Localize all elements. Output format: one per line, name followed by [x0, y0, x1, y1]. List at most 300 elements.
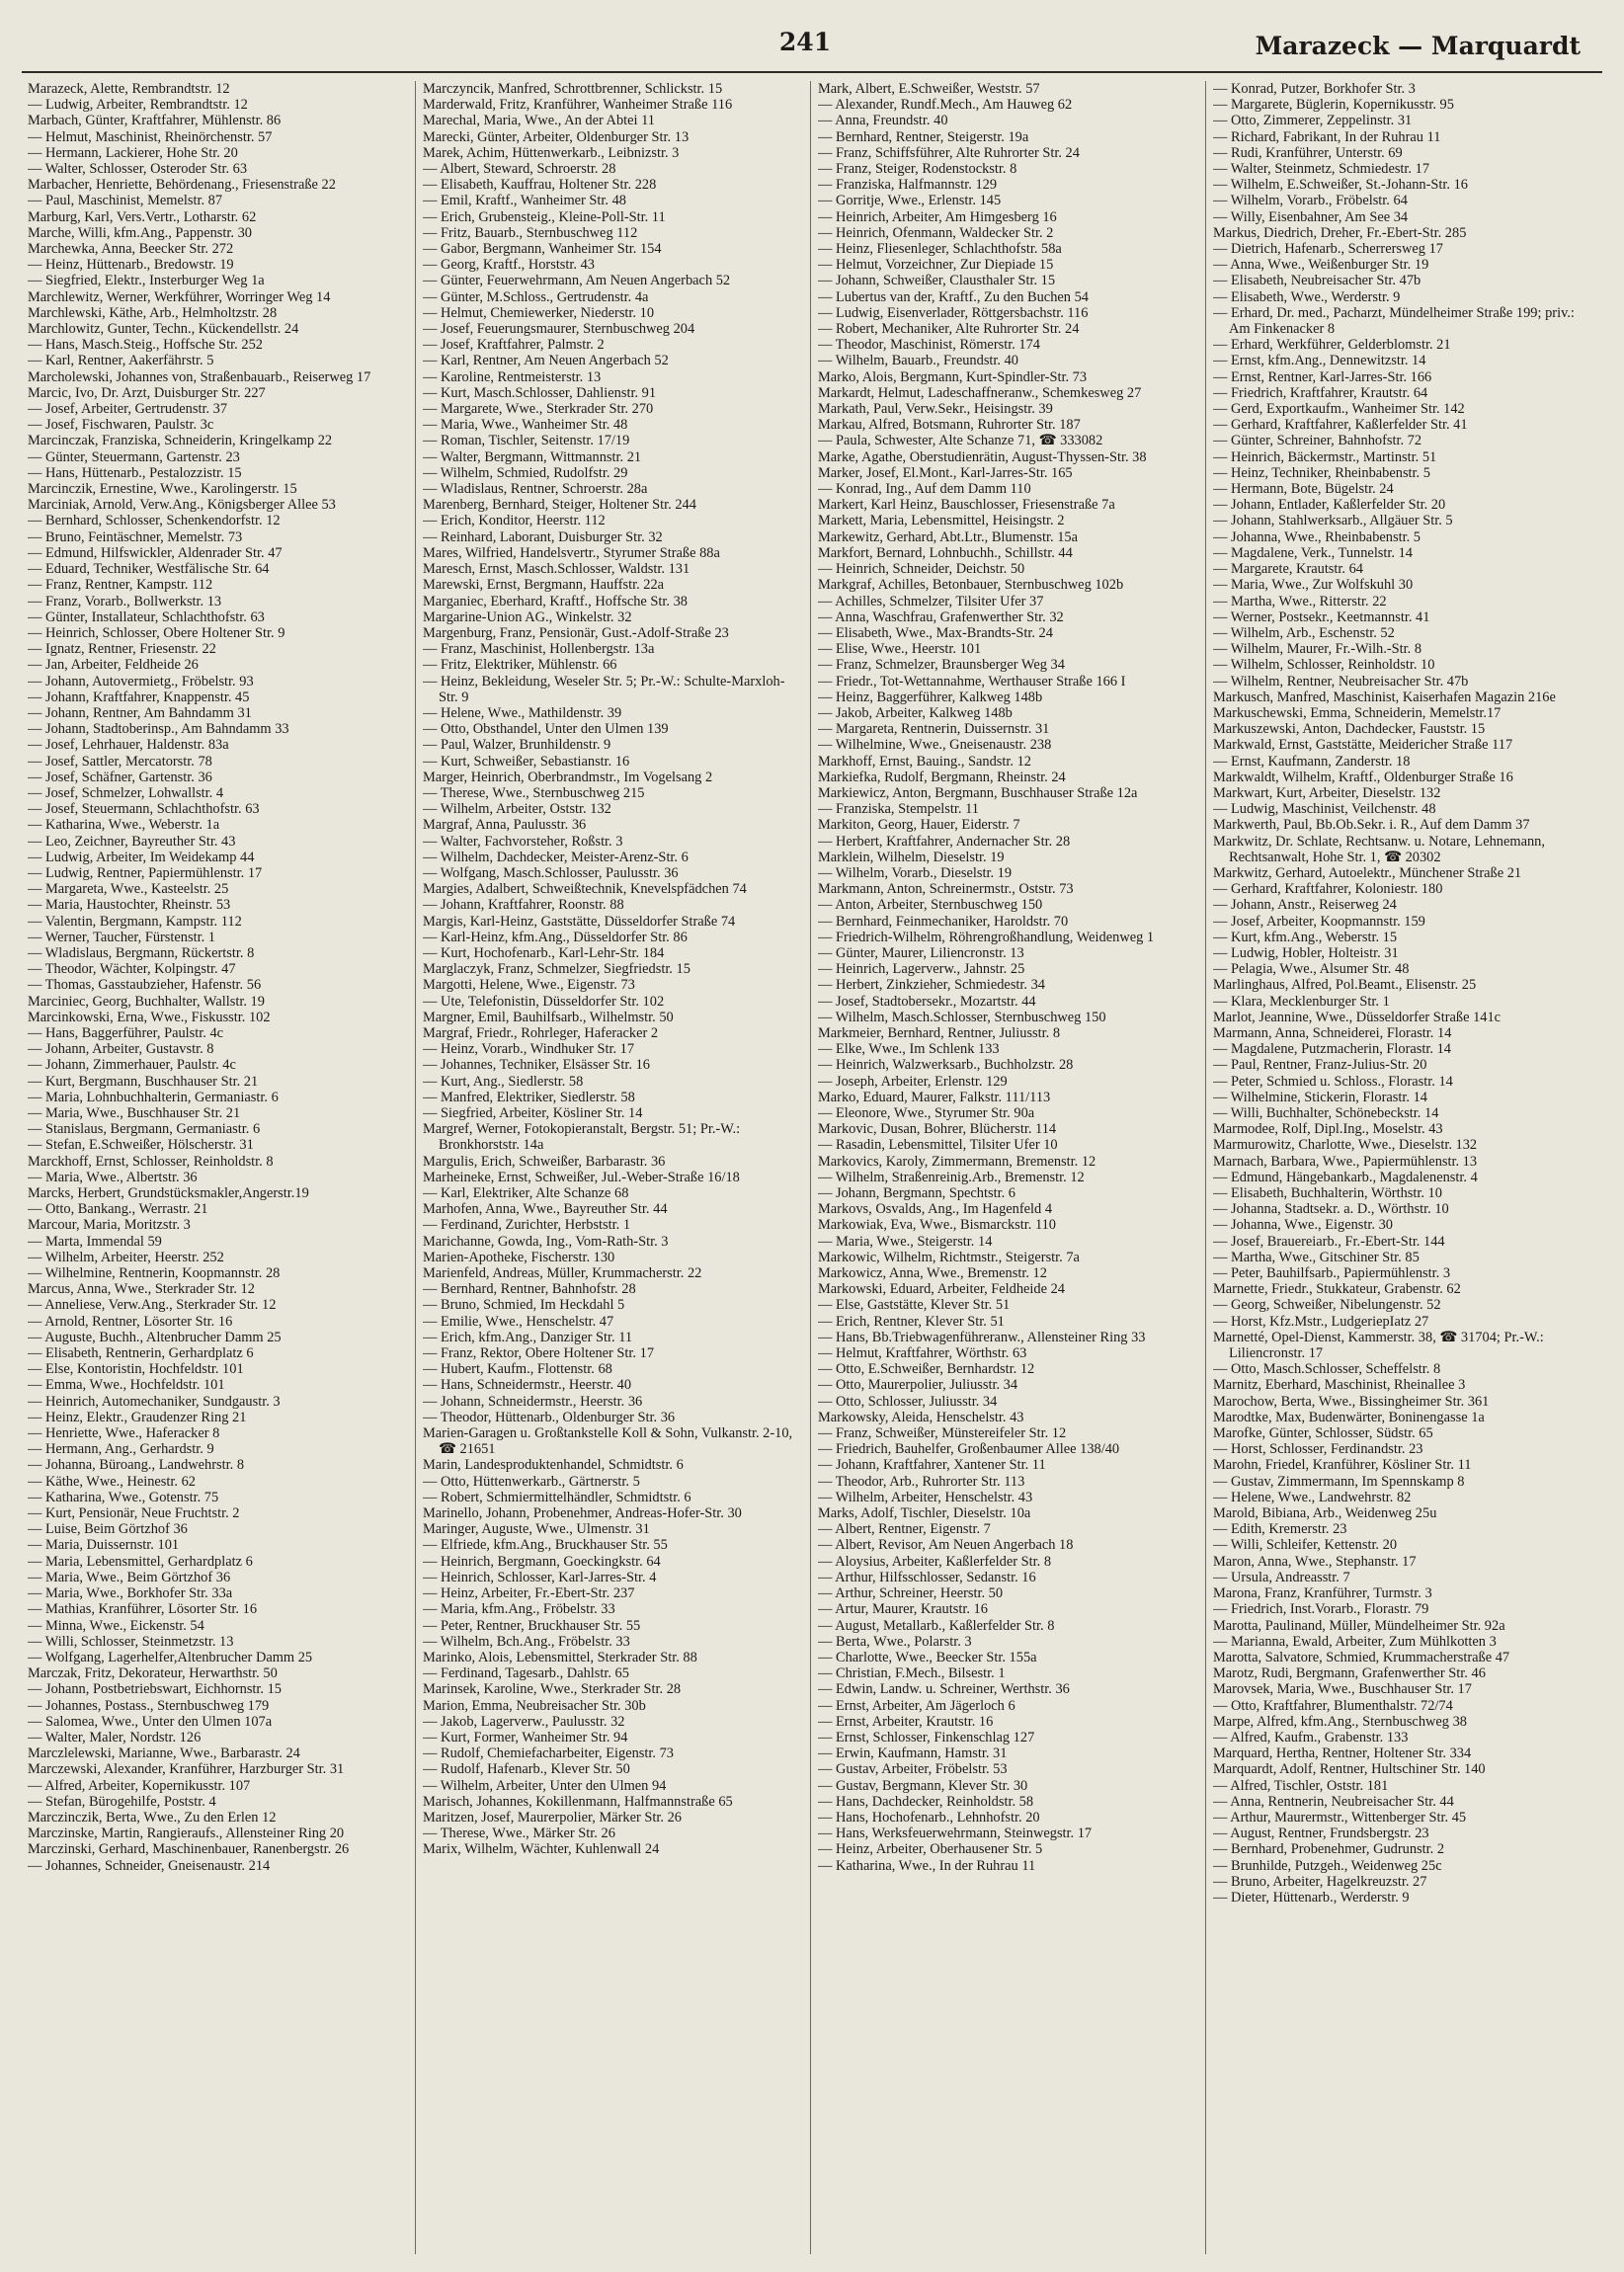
- directory-entry: — Franz, Schiffsführer, Alte Ruhrorter Str. 24: [818, 144, 1080, 161]
- directory-entry: — Hans, Werksfeuerwehrmann, Steinwegstr. 17: [818, 1826, 1093, 1842]
- directory-entry: — Henriette, Wwe., Haferacker 8: [28, 1425, 220, 1442]
- directory-entry: Marien-Apotheke, Fischerstr. 130: [423, 1249, 615, 1265]
- directory-entry: — Friedr., Tot-Wettannahme, Werthauser Straße 166 I: [818, 673, 1126, 690]
- directory-entry: — Maria, Lebensmittel, Gerhardplatz 6: [28, 1553, 253, 1570]
- directory-entry: — Maria, Wwe., Borkhofer Str. 33a: [28, 1585, 233, 1602]
- directory-entry: Marinko, Alois, Lebensmittel, Sterkrader Str. 88: [423, 1649, 697, 1665]
- directory-entry: — Hans, Masch.Steig., Hoffsche Str. 252: [28, 337, 263, 354]
- directory-entry: — Johannes, Postass., Sternbuschweg 179: [28, 1697, 270, 1714]
- directory-entry: — Johann, Schneidermstr., Heerstr. 36: [423, 1393, 643, 1410]
- directory-entry: — Heinz, Baggerführer, Kalkweg 148b: [818, 689, 1043, 705]
- directory-entry: — Friedrich, Kraftfahrer, Krautstr. 64: [1213, 384, 1428, 401]
- directory-entry: — Erich, Grubensteig., Kleine-Poll-Str. 11: [423, 208, 666, 225]
- directory-entry: Margraf, Friedr., Rohrleger, Haferacker 2: [423, 1024, 659, 1041]
- directory-entry: — Wilhelm, Arb., Eschenstr. 52: [1213, 624, 1395, 641]
- directory-entry: — Albert, Steward, Schroerstr. 28: [423, 161, 616, 178]
- directory-entry: — Margarete, Wwe., Sterkrader Str. 270: [423, 401, 654, 418]
- directory-entry: — Walter, Fachvorsteher, Roßstr. 3: [423, 833, 623, 850]
- directory-entry: Marovsek, Maria, Wwe., Buschhauser Str. 17: [1213, 1681, 1472, 1698]
- directory-entry: — Anton, Arbeiter, Sternbuschweg 150: [818, 897, 1043, 914]
- directory-entry: Marochow, Berta, Wwe., Bissingheimer Str. 361: [1213, 1393, 1490, 1410]
- directory-entry: — Johanna, Wwe., Eigenstr. 30: [1213, 1217, 1393, 1234]
- directory-entry: Markus, Diedrich, Dreher, Fr.-Ebert-Str. 285: [1213, 224, 1467, 241]
- directory-entry: — Wilhelm, Arbeiter, Unter den Ulmen 94: [423, 1777, 667, 1794]
- directory-entry: Marlot, Jeannine, Wwe., Düsseldorfer Straße 141c: [1213, 1009, 1502, 1025]
- column-4: [1213, 81, 1594, 2254]
- directory-entry: Marker, Josef, El.Mont., Karl-Jarres-Str. 165: [818, 464, 1073, 481]
- directory-entry: — Bernhard, Feinmechaniker, Haroldstr. 70: [818, 913, 1069, 930]
- directory-entry: — Johannes, Techniker, Elsässer Str. 16: [423, 1057, 650, 1074]
- directory-entry: — Wilhelmine, Wwe., Gneisenaustr. 238: [818, 737, 1052, 754]
- directory-entry: Marmodee, Rolf, Dipl.Ing., Moselstr. 43: [1213, 1121, 1443, 1138]
- directory-entry: Markwaldt, Wilhelm, Kraftf., Oldenburger Straße 16: [1213, 769, 1513, 785]
- directory-entry: — Wladislaus, Rentner, Schroerstr. 28a: [423, 481, 648, 498]
- directory-entry: — Heinrich, Schlosser, Karl-Jarres-Str. 4: [423, 1569, 657, 1585]
- directory-entry: Mark, Albert, E.Schweißer, Weststr. 57: [818, 81, 1040, 97]
- directory-entry: — Walter, Steinmetz, Schmiedestr. 17: [1213, 161, 1430, 178]
- directory-entry: — Heinrich, Bergmann, Goeckingkstr. 64: [423, 1553, 661, 1570]
- directory-entry: — Karl, Elektriker, Alte Schanze 68: [423, 1185, 629, 1202]
- directory-entry: Marko, Alois, Bergmann, Kurt-Spindler-Str. 73: [818, 368, 1088, 385]
- directory-entry: — Eleonore, Wwe., Styrumer Str. 90a: [818, 1105, 1035, 1121]
- directory-entry: Marmurowitz, Charlotte, Wwe., Dieselstr. 132: [1213, 1137, 1478, 1154]
- directory-entry: — Johann, Bergmann, Spechtstr. 6: [818, 1185, 1015, 1202]
- column-divider: [810, 81, 811, 2254]
- directory-entry: Marckhoff, Ernst, Schlosser, Reinholdstr. 8: [28, 1153, 274, 1170]
- directory-entry: — Ferdinand, Zurichter, Herbststr. 1: [423, 1217, 631, 1234]
- directory-entry: — Franz, Schmelzer, Braunsberger Weg 34: [818, 657, 1065, 674]
- directory-entry: — Kurt, Ang., Siedlerstr. 58: [423, 1073, 584, 1090]
- directory-entry: Markmeier, Bernhard, Rentner, Juliusstr. 8: [818, 1024, 1061, 1041]
- directory-entry: — Johannes, Schneider, Gneisenaustr. 214: [28, 1857, 271, 1874]
- directory-entry: — Helmut, Chemiewerker, Niederstr. 10: [423, 304, 655, 321]
- directory-entry: — August, Rentner, Frundsbergstr. 23: [1213, 1826, 1429, 1842]
- directory-entry: — Stefan, E.Schweißer, Hölscherstr. 31: [28, 1137, 254, 1154]
- directory-entry: — Josef, Lehrhauer, Haldenstr. 83a: [28, 737, 229, 754]
- directory-entry: Marienfeld, Andreas, Müller, Krummacherstr. 22: [423, 1265, 702, 1282]
- directory-entry: — Helmut, Kraftfahrer, Wörthstr. 63: [818, 1345, 1027, 1362]
- directory-entry: — Hans, Hochofenarb., Lehnhofstr. 20: [818, 1809, 1040, 1826]
- directory-entry: Maringer, Auguste, Wwe., Ulmenstr. 31: [423, 1521, 650, 1538]
- directory-entry: — Otto, Maurerpolier, Juliusstr. 34: [818, 1377, 1018, 1394]
- directory-entry: — Ursula, Andreasstr. 7: [1213, 1569, 1350, 1585]
- directory-entry: Markfort, Bernard, Lohnbuchh., Schillstr. 44: [818, 544, 1073, 561]
- directory-entry: — Gustav, Bergmann, Klever Str. 30: [818, 1777, 1028, 1794]
- directory-entry: Marodtke, Max, Budenwärter, Boninengasse 1a: [1213, 1409, 1485, 1425]
- directory-entry: — Wilhelm, Schlosser, Reinholdstr. 10: [1213, 657, 1435, 674]
- directory-entry: — Albert, Rentner, Eigenstr. 7: [818, 1521, 991, 1538]
- directory-entry: — Aloysius, Arbeiter, Kaßlerfelder Str. 8: [818, 1553, 1052, 1570]
- directory-entry: — Wolfgang, Masch.Schlosser, Paulusstr. 36: [423, 864, 679, 881]
- directory-entry: — Katharina, Wwe., Gotenstr. 75: [28, 1489, 219, 1505]
- directory-entry: — Emil, Kraftf., Wanheimer Str. 48: [423, 193, 626, 209]
- directory-entry: — Otto, Obsthandel, Unter den Ulmen 139: [423, 721, 669, 738]
- directory-entry: — Maria, Lohnbuchhalterin, Germaniastr. 6: [28, 1089, 279, 1105]
- directory-entry: Marin, Landesproduktenhandel, Schmidtstr. 6: [423, 1457, 684, 1474]
- directory-entry: — Heinrich, Schlosser, Obere Holtener Str. 9: [28, 624, 285, 641]
- directory-entry: Markusch, Manfred, Maschinist, Kaiserhafen Magazin 216e: [1213, 689, 1556, 705]
- directory-entry: — Kurt, kfm.Ang., Weberstr. 15: [1213, 929, 1398, 945]
- directory-entry: — Hans, Dachdecker, Reinholdstr. 58: [818, 1793, 1034, 1810]
- directory-entry: Markiewicz, Anton, Bergmann, Buschhauser Straße 12a: [818, 784, 1138, 801]
- directory-entry: Margis, Karl-Heinz, Gaststätte, Düsseldorfer Straße 74: [423, 913, 736, 930]
- directory-entry: — Josef, Arbeiter, Koopmannstr. 159: [1213, 913, 1425, 930]
- directory-entry: — Otto, Kraftfahrer, Blumenthalstr. 72/74: [1213, 1697, 1453, 1714]
- directory-entry: Marger, Heinrich, Oberbrandmstr., Im Vogelsang 2: [423, 769, 713, 785]
- directory-entry: — Marta, Immendal 59: [28, 1233, 162, 1250]
- directory-entry: — Bernhard, Rentner, Steigerstr. 19a: [818, 128, 1029, 145]
- directory-entry: — Karl, Rentner, Aakerfährstr. 5: [28, 353, 214, 369]
- directory-entry: — Johann, Arbeiter, Gustavstr. 8: [28, 1041, 214, 1058]
- directory-entry: Marnitz, Eberhard, Maschinist, Rheinallee 3: [1213, 1377, 1466, 1394]
- directory-entry: — Bruno, Schmied, Im Heckdahl 5: [423, 1297, 625, 1314]
- directory-entry: — Stefan, Bürogehilfe, Poststr. 4: [28, 1793, 216, 1810]
- directory-entry: Marnetté, Opel-Dienst, Kammerstr. 38, ☎ 31704; Pr.-W.: Liliencronstr. 17: [1213, 1329, 1544, 1362]
- directory-entry: — Bernhard, Probenehmer, Gudrunstr. 2: [1213, 1841, 1445, 1858]
- directory-entry: — Johanna, Stadtsekr. a. D., Wörthstr. 10: [1213, 1201, 1449, 1218]
- directory-entry: Marczak, Fritz, Dekorateur, Herwarthstr. 50: [28, 1665, 278, 1682]
- directory-entry: — Wilhelm, Rentner, Neubreisacher Str. 47b: [1213, 673, 1469, 690]
- directory-entry: — Wilhelm, Vorarb., Dieselstr. 19: [818, 864, 1013, 881]
- directory-entry: — Richard, Fabrikant, In der Ruhrau 11: [1213, 128, 1441, 145]
- directory-entry: — Walter, Bergmann, Wittmannstr. 21: [423, 448, 642, 465]
- directory-entry: — Franz, Vorarb., Bollwerkstr. 13: [28, 593, 222, 609]
- directory-entry: — Johann, Kraftfahrer, Roonstr. 88: [423, 897, 624, 914]
- directory-entry: — Siegfried, Elektr., Insterburger Weg 1a: [28, 273, 265, 289]
- directory-entry: — Anna, Rentnerin, Neubreisacher Str. 44: [1213, 1793, 1454, 1810]
- directory-entry: — Helene, Wwe., Mathildenstr. 39: [423, 704, 622, 721]
- directory-entry: Marona, Franz, Kranführer, Turmstr. 3: [1213, 1585, 1432, 1602]
- directory-entry: — Franz, Maschinist, Hollenbergstr. 13a: [423, 641, 655, 658]
- directory-entry: — Maria, Wwe., Wanheimer Str. 48: [423, 417, 628, 434]
- directory-entry: — Ernst, Arbeiter, Krautstr. 16: [818, 1713, 994, 1730]
- directory-entry: — Heinrich, Lagerverw., Jahnstr. 25: [818, 961, 1025, 978]
- directory-entry: Markmann, Anton, Schreinermstr., Oststr. 73: [818, 881, 1074, 898]
- directory-entry: — Heinrich, Schneider, Deichstr. 50: [818, 561, 1025, 578]
- directory-entry: Markowicz, Anna, Wwe., Bremenstr. 12: [818, 1265, 1047, 1282]
- directory-entry: Marcour, Maria, Moritzstr. 3: [28, 1217, 191, 1234]
- directory-entry: Marke, Agathe, Oberstudienrätin, August-Thyssen-Str. 38: [818, 448, 1147, 465]
- directory-entry: — Josef, Schäfner, Gartenstr. 36: [28, 769, 212, 785]
- directory-entry: — Magdalene, Putzmacherin, Florastr. 14: [1213, 1041, 1451, 1058]
- directory-entry: — Heinz, Arbeiter, Fr.-Ebert-Str. 237: [423, 1585, 635, 1602]
- directory-entry: — Helmut, Vorzeichner, Zur Diepiade 15: [818, 257, 1054, 274]
- directory-entry: — Else, Gaststätte, Klever Str. 51: [818, 1297, 1011, 1314]
- directory-entry: — Thomas, Gasstaubzieher, Hafenstr. 56: [28, 977, 262, 994]
- directory-entry: — Hans, Hüttenarb., Pestalozzistr. 15: [28, 464, 242, 481]
- directory-entry: — Peter, Bauhilfsarb., Papiermühlenstr. 3: [1213, 1265, 1451, 1282]
- directory-entry: Markiefka, Rudolf, Bergmann, Rheinstr. 24: [818, 769, 1066, 785]
- directory-entry: Markovic, Dusan, Bohrer, Blücherstr. 114: [818, 1121, 1057, 1138]
- directory-entry: — Maria, Haustochter, Rheinstr. 53: [28, 897, 231, 914]
- directory-entry: Marcks, Herbert, Grundstücksmakler,Angerstr.19: [28, 1185, 309, 1202]
- directory-entry: — Theodor, Wächter, Kolpingstr. 47: [28, 961, 236, 978]
- column-1: [28, 81, 409, 2254]
- directory-entry: — Josef, Sattler, Mercatorstr. 78: [28, 753, 212, 770]
- directory-entry: Markgraf, Achilles, Betonbauer, Sternbuschweg 102b: [818, 577, 1124, 594]
- directory-entry: — Johann, Stahlwerksarb., Allgäuer Str. 5: [1213, 513, 1453, 529]
- directory-entry: Markowsky, Aleida, Henschelstr. 43: [818, 1409, 1024, 1425]
- directory-entry: Marecki, Günter, Arbeiter, Oldenburger Str. 13: [423, 128, 690, 145]
- directory-entry: — Jakob, Arbeiter, Kalkweg 148b: [818, 704, 1013, 721]
- directory-entry: — Ernst, Schlosser, Finkenschlag 127: [818, 1729, 1035, 1745]
- directory-entry: — Wilhelm, Masch.Schlosser, Sternbuschweg 150: [818, 1009, 1106, 1025]
- directory-entry: — Rasadin, Lebensmittel, Tilsiter Ufer 10: [818, 1137, 1058, 1154]
- directory-entry: — Klara, Mecklenburger Str. 1: [1213, 993, 1390, 1010]
- directory-entry: — Karl-Heinz, kfm.Ang., Düsseldorfer Str. 86: [423, 929, 688, 945]
- directory-entry: — Wilhelm, Bauarb., Freundstr. 40: [818, 353, 1018, 369]
- directory-entry: Marpe, Alfred, kfm.Ang., Sternbuschweg 38: [1213, 1713, 1467, 1730]
- directory-entry: — Heinrich, Arbeiter, Am Himgesberg 16: [818, 208, 1057, 225]
- directory-entry: — Wolfgang, Lagerhelfer,Altenbrucher Damm 25: [28, 1649, 313, 1665]
- directory-entry: — Peter, Rentner, Bruckhauser Str. 55: [423, 1617, 641, 1634]
- directory-entry: — Artur, Maurer, Krautstr. 16: [818, 1601, 988, 1618]
- directory-entry: Marche, Willi, kfm.Ang., Pappenstr. 30: [28, 224, 252, 241]
- directory-entry: — Günter, Installateur, Schlachthofstr. 63: [28, 609, 265, 625]
- directory-entry: — Horst, Schlosser, Ferdinandstr. 23: [1213, 1441, 1423, 1458]
- directory-entry: Margner, Emil, Bauhilfsarb., Wilhelmstr. 50: [423, 1009, 674, 1025]
- directory-entry: — Josef, Fischwaren, Paulstr. 3c: [28, 417, 214, 434]
- directory-entry: Markwerth, Paul, Bb.Ob.Sekr. i. R., Auf dem Damm 37: [1213, 817, 1530, 834]
- directory-entry: — Therese, Wwe., Sternbuschweg 215: [423, 784, 645, 801]
- directory-entry: — Johann, Schweißer, Clausthaler Str. 15: [818, 273, 1056, 289]
- directory-entry: — Emilie, Wwe., Henschelstr. 47: [423, 1313, 614, 1330]
- directory-entry: — Anna, Freundstr. 40: [818, 113, 948, 129]
- directory-entry: Margenburg, Franz, Pensionär, Gust.-Adolf-Straße 23: [423, 624, 729, 641]
- directory-entry: — Edith, Kremerstr. 23: [1213, 1521, 1347, 1538]
- directory-entry: — Siegfried, Arbeiter, Kösliner Str. 14: [423, 1105, 643, 1121]
- directory-entry: — Martha, Wwe., Ritterstr. 22: [1213, 593, 1387, 609]
- directory-entry: Marichanne, Gowda, Ing., Vom-Rath-Str. 3: [423, 1233, 669, 1250]
- directory-entry: — Elisabeth, Wwe., Werderstr. 9: [1213, 288, 1401, 305]
- directory-entry: Markowiak, Eva, Wwe., Bismarckstr. 110: [818, 1217, 1056, 1234]
- directory-entry: — Kurt, Masch.Schlosser, Dahlienstr. 91: [423, 384, 657, 401]
- directory-entry: Marechal, Maria, Wwe., An der Abtei 11: [423, 113, 655, 129]
- column-2: [423, 81, 804, 2254]
- directory-entry: — Alfred, Kaufm., Grabenstr. 133: [1213, 1729, 1409, 1745]
- directory-entry: — Josef, Brauereiarb., Fr.-Ebert-Str. 144: [1213, 1233, 1445, 1250]
- directory-entry: — Franziska, Halfmannstr. 129: [818, 177, 998, 194]
- directory-entry: — Gustav, Arbeiter, Fröbelstr. 53: [818, 1761, 1008, 1778]
- directory-entry: — Alexander, Rundf.Mech., Am Hauweg 62: [818, 97, 1073, 114]
- directory-entry: — Heinz, Techniker, Rheinbabenstr. 5: [1213, 464, 1430, 481]
- directory-entry: — Johann, Stadtoberinsp., Am Bahndamm 33: [28, 721, 289, 738]
- directory-entry: — Walter, Maler, Nordstr. 126: [28, 1729, 202, 1745]
- directory-entry: — Robert, Mechaniker, Alte Ruhrorter Str. 24: [818, 321, 1080, 338]
- directory-entry: — Anna, Wwe., Weißenburger Str. 19: [1213, 257, 1429, 274]
- directory-entry: — Willi, Schleifer, Kettenstr. 20: [1213, 1537, 1398, 1554]
- directory-entry: — Ernst, Arbeiter, Am Jägerloch 6: [818, 1697, 1015, 1714]
- directory-entry: — Paul, Walzer, Brunhildenstr. 9: [423, 737, 611, 754]
- directory-entry: Marcinkowski, Erna, Wwe., Fiskusstr. 102: [28, 1009, 271, 1025]
- directory-entry: — Heinrich, Walzwerksarb., Buchholzstr. 28: [818, 1057, 1074, 1074]
- directory-entry: — Johann, Kraftfahrer, Xantener Str. 11: [818, 1457, 1046, 1474]
- directory-entry: Markovs, Osvalds, Ang., Im Hagenfeld 4: [818, 1201, 1053, 1218]
- directory-entry: Markwald, Ernst, Gaststätte, Meidericher Straße 117: [1213, 737, 1513, 754]
- directory-entry: — Ferdinand, Tagesarb., Dahlstr. 65: [423, 1665, 629, 1682]
- directory-entry: — Rudolf, Hafenarb., Klever Str. 50: [423, 1761, 630, 1778]
- directory-entry: Maresch, Ernst, Masch.Schlosser, Waldstr. 131: [423, 561, 690, 578]
- directory-entry: Marchlewski, Käthe, Arb., Helmholtzstr. 28: [28, 304, 278, 321]
- directory-entry: Markwitz, Dr. Schlate, Rechtsanw. u. Notare, Lehnemann, Rechtsanwalt, Hohe Str. 1, ☎ 20302: [1213, 833, 1545, 865]
- directory-entry: Marczyncik, Manfred, Schrottbrenner, Schlickstr. 15: [423, 81, 723, 97]
- directory-entry: Marazeck, Alette, Rembrandtstr. 12: [28, 81, 230, 97]
- directory-entry: — Valentin, Bergmann, Kampstr. 112: [28, 913, 242, 930]
- directory-entry: — Bruno, Arbeiter, Hagelkreuzstr. 27: [1213, 1873, 1427, 1890]
- directory-entry: Marbacher, Henriette, Behördenang., Friesenstraße 22: [28, 177, 336, 194]
- directory-entry: — Magdalene, Verk., Tunnelstr. 14: [1213, 544, 1413, 561]
- directory-entry: Marenberg, Bernhard, Steiger, Holtener Str. 244: [423, 497, 696, 514]
- directory-entry: — Maria, Wwe., Albertstr. 36: [28, 1169, 198, 1185]
- directory-entry: Markovics, Karoly, Zimmermann, Bremenstr. 12: [818, 1153, 1096, 1170]
- directory-entry: Marquardt, Adolf, Rentner, Hultschiner Str. 140: [1213, 1761, 1486, 1778]
- directory-entry: — Ludwig, Hobler, Holteistr. 31: [1213, 944, 1399, 961]
- directory-entry: — Elisabeth, Rentnerin, Gerhardplatz 6: [28, 1345, 254, 1362]
- directory-entry: — Heinz, Hüttenarb., Bredowstr. 19: [28, 257, 234, 274]
- directory-entry: — Alfred, Tischler, Oststr. 181: [1213, 1777, 1389, 1794]
- directory-entry: Marczinski, Gerhard, Maschinenbauer, Ranenbergstr. 26: [28, 1841, 350, 1858]
- column-divider: [1205, 81, 1206, 2254]
- directory-entry: — Erhard, Werkführer, Gelderblomstr. 21: [1213, 337, 1451, 354]
- directory-entry: — Wilhelm, Arbeiter, Heerstr. 252: [28, 1249, 224, 1265]
- directory-entry: — Friedrich, Bauhelfer, Großenbaumer Allee 138/40: [818, 1441, 1120, 1458]
- directory-entry: — Karoline, Rentmeisterstr. 13: [423, 368, 602, 385]
- directory-entry: — Erich, Konditor, Heerstr. 112: [423, 513, 606, 529]
- directory-entry: — Kurt, Schweißer, Sebastianstr. 16: [423, 753, 630, 770]
- directory-entry: — Käthe, Wwe., Heinestr. 62: [28, 1473, 196, 1490]
- directory-entry: — Therese, Wwe., Märker Str. 26: [423, 1826, 615, 1842]
- page-number: 241: [778, 28, 832, 56]
- directory-entry: — Margarete, Büglerin, Kopernikusstr. 95: [1213, 97, 1454, 114]
- directory-entry: Maron, Anna, Wwe., Stephanstr. 17: [1213, 1553, 1417, 1570]
- directory-entry: — Willi, Buchhalter, Schönebeckstr. 14: [1213, 1105, 1439, 1121]
- directory-entry: Marganiec, Eberhard, Kraftf., Hoffsche Str. 38: [423, 593, 689, 609]
- directory-entry: — Johann, Autovermietg., Fröbelstr. 93: [28, 673, 254, 690]
- directory-entry: — Heinz, Vorarb., Windhuker Str. 17: [423, 1041, 635, 1058]
- directory-entry: — Brunhilde, Putzgeh., Weidenweg 25c: [1213, 1857, 1442, 1874]
- directory-entry: — Auguste, Buchh., Altenbrucher Damm 25: [28, 1329, 282, 1345]
- directory-entry: Marinello, Johann, Probenehmer, Andreas-Hofer-Str. 30: [423, 1505, 742, 1522]
- directory-entry: — Achilles, Schmelzer, Tilsiter Ufer 37: [818, 593, 1044, 609]
- directory-entry: — Robert, Schmiermittelhändler, Schmidtstr. 6: [423, 1489, 691, 1505]
- directory-entry: — Bernhard, Schlosser, Schenkendorfstr. 12: [28, 513, 281, 529]
- directory-entry: — Ludwig, Maschinist, Veilchenstr. 48: [1213, 801, 1436, 818]
- directory-entry: Marciniec, Georg, Buchhalter, Wallstr. 19: [28, 993, 265, 1010]
- directory-entry: Marchewka, Anna, Beecker Str. 272: [28, 241, 234, 258]
- directory-entry: — Charlotte, Wwe., Beecker Str. 155a: [818, 1649, 1037, 1665]
- directory-entry: — Herbert, Kraftfahrer, Andernacher Str. 28: [818, 833, 1071, 850]
- directory-entry: — Johann, Entlader, Kaßlerfelder Str. 20: [1213, 497, 1446, 514]
- directory-entry: — Martha, Wwe., Gitschiner Str. 85: [1213, 1249, 1420, 1265]
- directory-entry: — Konrad, Putzer, Borkhofer Str. 3: [1213, 81, 1416, 97]
- directory-entry: Markowic, Wilhelm, Richtmstr., Steigerstr. 7a: [818, 1249, 1080, 1265]
- directory-entry: — Leo, Zeichner, Bayreuther Str. 43: [28, 833, 236, 850]
- directory-entry: — Bernhard, Rentner, Bahnhofstr. 28: [423, 1281, 636, 1298]
- directory-entry: — Heinz, Fliesenleger, Schlachthofstr. 58a: [818, 241, 1062, 258]
- directory-entry: — Margarete, Krautstr. 64: [1213, 561, 1363, 578]
- directory-entry: — Maria, Duissernstr. 101: [28, 1537, 180, 1554]
- directory-entry: Markowski, Eduard, Arbeiter, Feldheide 24: [818, 1281, 1066, 1298]
- directory-entry: — Elisabeth, Kauffrau, Holtener Str. 228: [423, 177, 657, 194]
- directory-entry: — Elisabeth, Neubreisacher Str. 47b: [1213, 273, 1421, 289]
- directory-entry: — Gerhard, Kraftfahrer, Kaßlerfelder Str. 41: [1213, 417, 1468, 434]
- directory-entry: — Stanislaus, Bergmann, Germaniastr. 6: [28, 1121, 261, 1138]
- directory-entry: — Otto, Schlosser, Juliusstr. 34: [818, 1393, 998, 1410]
- directory-entry: — Hans, Bb.Triebwagenführeranw., Allensteiner Ring 33: [818, 1329, 1146, 1345]
- directory-entry: — Willi, Schlosser, Steinmetzstr. 13: [28, 1633, 234, 1650]
- directory-entry: Marmann, Anna, Schneiderei, Florastr. 14: [1213, 1024, 1452, 1041]
- directory-entry: — Else, Kontoristin, Hochfeldstr. 101: [28, 1361, 244, 1378]
- directory-entry: Marko, Eduard, Maurer, Falkstr. 111/113: [818, 1089, 1051, 1105]
- directory-entry: — Wladislaus, Bergmann, Rückertstr. 8: [28, 944, 255, 961]
- directory-entry: — Ludwig, Eisenverlader, Röttgersbachstr. 116: [818, 304, 1089, 321]
- directory-entry: Marion, Emma, Neubreisacher Str. 30b: [423, 1697, 646, 1714]
- directory-entry: — Hans, Schneidermstr., Heerstr. 40: [423, 1377, 632, 1394]
- directory-entry: — Maria, Wwe., Steigerstr. 14: [818, 1233, 993, 1250]
- directory-entry: — Elise, Wwe., Heerstr. 101: [818, 641, 982, 658]
- directory-entry: Markuschewski, Emma, Schneiderin, Memelstr.17: [1213, 704, 1502, 721]
- directory-entry: Marchlewitz, Werner, Werkführer, Worringer Weg 14: [28, 288, 331, 305]
- running-head: Marazeck — Marquardt: [1255, 32, 1581, 60]
- directory-entry: — Franz, Schweißer, Münstereifeler Str. 12: [818, 1425, 1067, 1442]
- directory-entry: Marczinczik, Berta, Wwe., Zu den Erlen 12: [28, 1809, 277, 1826]
- column-3: [818, 81, 1199, 2254]
- directory-entry: — Edmund, Hilfswickler, Aldenrader Str. 47: [28, 544, 283, 561]
- directory-entry: Marnette, Friedr., Stukkateur, Grabenstr. 62: [1213, 1281, 1461, 1298]
- directory-entry: Marciniak, Arnold, Verw.Ang., Königsberger Allee 53: [28, 497, 336, 514]
- directory-entry: Marczlelewski, Marianne, Wwe., Barbarastr. 24: [28, 1745, 300, 1762]
- directory-entry: — Arthur, Schreiner, Heerstr. 50: [818, 1585, 1004, 1602]
- directory-entry: — Wilhelm, Straßenreinig.Arb., Bremenstr. 12: [818, 1169, 1085, 1185]
- directory-entry: — Heinz, Arbeiter, Oberhausener Str. 5: [818, 1841, 1043, 1858]
- directory-entry: — Gustav, Zimmermann, Im Spennskamp 8: [1213, 1473, 1465, 1490]
- directory-entry: Markuszewski, Anton, Dachdecker, Fauststr. 15: [1213, 721, 1486, 738]
- directory-entry: — Elke, Wwe., Im Schlenk 133: [818, 1041, 1000, 1058]
- directory-entry: Margies, Adalbert, Schweißtechnik, Knevelspfädchen 74: [423, 881, 747, 898]
- directory-entry: — Konrad, Ing., Auf dem Damm 110: [818, 481, 1031, 498]
- directory-entry: — Ludwig, Arbeiter, Rembrandtstr. 12: [28, 97, 248, 114]
- directory-entry: — Theodor, Maschinist, Römerstr. 174: [818, 337, 1040, 354]
- directory-entry: — Hubert, Kaufm., Flottenstr. 68: [423, 1361, 612, 1378]
- directory-entry: Marcinczik, Ernestine, Wwe., Karolingerstr. 15: [28, 481, 297, 498]
- directory-entry: Markiton, Georg, Hauer, Eiderstr. 7: [818, 817, 1020, 834]
- directory-entry: — Paul, Maschinist, Memelstr. 87: [28, 193, 223, 209]
- directory-entry: Marks, Adolf, Tischler, Dieselstr. 10a: [818, 1505, 1031, 1522]
- directory-entry: — Wilhelm, Arbeiter, Oststr. 132: [423, 801, 611, 818]
- directory-entry: — Georg, Schweißer, Nibelungenstr. 52: [1213, 1297, 1441, 1314]
- directory-entry: — Marianna, Ewald, Arbeiter, Zum Mühlkotten 3: [1213, 1633, 1497, 1650]
- directory-entry: — Willy, Eisenbahner, Am See 34: [1213, 208, 1409, 225]
- directory-entry: — Margareta, Rentnerin, Duissernstr. 31: [818, 721, 1050, 738]
- directory-entry: — Lubertus van der, Kraftf., Zu den Buchen 54: [818, 288, 1089, 305]
- directory-entry: — Werner, Taucher, Fürstenstr. 1: [28, 929, 215, 945]
- directory-entry: — Franz, Rentner, Kampstr. 112: [28, 577, 213, 594]
- directory-entry: — Ignatz, Rentner, Friesenstr. 22: [28, 641, 216, 658]
- directory-entry: — Wilhelmine, Stickerin, Florastr. 14: [1213, 1089, 1427, 1105]
- directory-entry: — Johann, Zimmerhauer, Paulstr. 4c: [28, 1057, 236, 1074]
- directory-entry: — Ernst, Kaufmann, Zanderstr. 18: [1213, 753, 1411, 770]
- directory-entry: — Erhard, Dr. med., Pacharzt, Mündelheimer Straße 199; priv.: Am Finkenacker 8: [1213, 304, 1575, 338]
- directory-entry: — Minna, Wwe., Eickenstr. 54: [28, 1617, 204, 1634]
- directory-entry: — Fritz, Bauarb., Sternbuschweg 112: [423, 224, 638, 241]
- directory-entry: Margulis, Erich, Schweißer, Barbarastr. 36: [423, 1153, 666, 1170]
- directory-entry: — Erich, kfm.Ang., Danziger Str. 11: [423, 1329, 633, 1345]
- directory-entry: — Wilhelm, Dachdecker, Meister-Arenz-Str. 6: [423, 849, 689, 865]
- directory-entry: — Wilhelm, Maurer, Fr.-Wilh.-Str. 8: [1213, 641, 1422, 658]
- directory-entry: — Mathias, Kranführer, Lösorter Str. 16: [28, 1601, 258, 1618]
- directory-entry: — Arthur, Hilfsschlosser, Sedanstr. 16: [818, 1569, 1036, 1585]
- directory-entry: — Elisabeth, Buchhalterin, Wörthstr. 10: [1213, 1185, 1442, 1202]
